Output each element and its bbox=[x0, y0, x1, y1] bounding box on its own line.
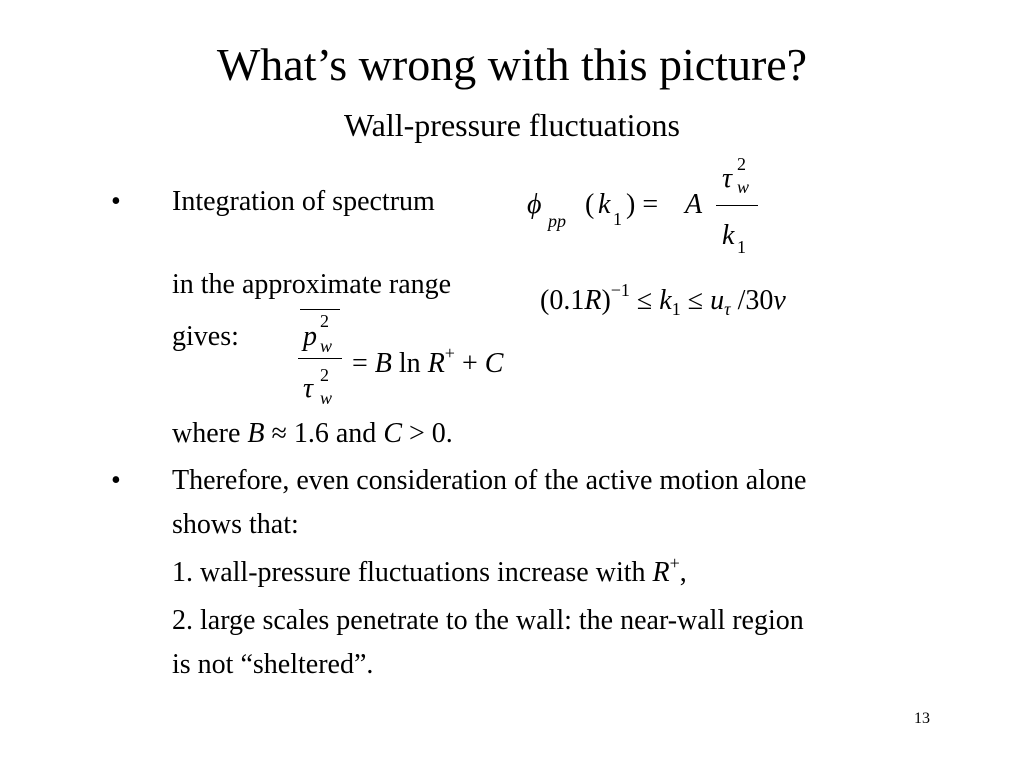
eq-fraction-bar bbox=[716, 205, 758, 206]
where-line bbox=[172, 420, 453, 448]
integration-text: Integration of spectrum bbox=[172, 186, 435, 217]
slide-title: What’s wrong with this picture? bbox=[216, 39, 808, 90]
eq-denominator-k: k bbox=[722, 220, 735, 251]
eq-tau: τ bbox=[722, 163, 733, 194]
eq-result-tau: τ bbox=[303, 373, 314, 404]
eq-tau-sub-w: w bbox=[737, 177, 750, 197]
where-suffix: > 0. bbox=[402, 418, 453, 449]
eq-open-paren: ( bbox=[585, 189, 595, 220]
range-text: in the approximate range bbox=[172, 269, 452, 300]
eq-phi: ϕ bbox=[527, 189, 542, 220]
item-1-plus: + bbox=[669, 553, 680, 573]
eq-denominator-sub-1: 1 bbox=[737, 237, 746, 257]
item-2-line-1: 2. large scales penetrate to the wall: the near-wall region bbox=[172, 605, 804, 636]
item-2-line-2: is not “sheltered”. bbox=[172, 649, 374, 680]
eq-p-sup-2: 2 bbox=[320, 311, 329, 331]
therefore-line-1: Therefore, even consideration of the active motion alone bbox=[172, 465, 807, 496]
gives-text: gives: bbox=[172, 321, 239, 352]
page-number: 13 bbox=[914, 710, 930, 727]
item-1-suffix: , bbox=[679, 557, 687, 588]
eq-p: p bbox=[303, 321, 317, 352]
eq-tau-sup-2: 2 bbox=[737, 154, 746, 174]
range-equation: $(0.1R)^{-1} \le k_1 \le u_\tau$ /30ν bbox=[540, 280, 786, 319]
item-1-R: R bbox=[652, 557, 670, 588]
eq-result-tau-sup-2: 2 bbox=[320, 365, 329, 385]
eq-k: k bbox=[598, 189, 611, 220]
eq-p-sub-w: w bbox=[320, 336, 333, 356]
where-prefix: where bbox=[172, 418, 248, 449]
eq-pp-subscript: pp bbox=[548, 211, 566, 231]
eq-sub-1: 1 bbox=[613, 209, 622, 229]
eq-result-tau-sub-w: w bbox=[320, 388, 333, 408]
eq-overline bbox=[300, 309, 340, 310]
item-1 bbox=[172, 553, 687, 588]
eq-close-paren-equals: ) = bbox=[626, 189, 659, 220]
where-B: B bbox=[247, 418, 265, 449]
eq-result-rhs: = B ln R+ + C bbox=[352, 343, 504, 379]
eq-A: A bbox=[685, 189, 703, 220]
where-mid: ≈ 1.6 and bbox=[264, 418, 384, 449]
item-1-prefix: 1. wall-pressure fluctuations increase with bbox=[172, 557, 653, 588]
where-C: C bbox=[383, 418, 402, 449]
therefore-line-2: shows that: bbox=[172, 509, 299, 540]
eq-result-fraction-bar bbox=[298, 358, 342, 359]
bullet-2: • bbox=[111, 465, 121, 496]
bullet-1: • bbox=[111, 186, 121, 217]
slide-subtitle: Wall-pressure fluctuations bbox=[344, 107, 680, 143]
